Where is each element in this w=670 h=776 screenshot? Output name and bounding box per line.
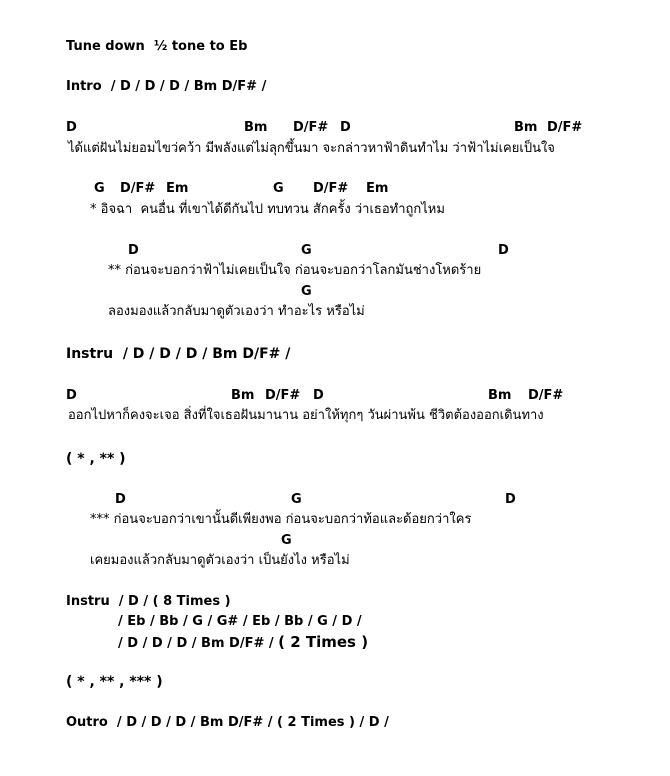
chord: Bm (514, 120, 538, 135)
chord: D/F# (265, 388, 301, 403)
repeat-count: ( 2 Times ) (278, 633, 369, 651)
chord: D (313, 388, 324, 403)
tuning-note: Tune down ½ tone to Eb (66, 39, 248, 54)
chord: Bm (231, 388, 255, 403)
chord: Bm (488, 388, 512, 403)
chord: D (66, 120, 77, 135)
instrumental-line: Instru / D / D / D / Bm D/F# / (66, 346, 291, 362)
instrumental-line: Instru / D / ( 8 Times ) (66, 594, 231, 609)
chord: D (340, 120, 351, 135)
chord: G (281, 533, 292, 548)
chord: D (115, 492, 126, 507)
chord: G (291, 492, 302, 507)
chord: D/F# (120, 181, 156, 196)
chord: Em (166, 181, 189, 196)
chord: G (94, 181, 105, 196)
chord: D (498, 243, 509, 258)
lyric-line: *** ก่อนจะบอกว่าเขานั้นดีเพียงพอ ก่อนจะบอกว่าท้อและด้อยกว่าใคร (90, 512, 472, 527)
chord: D (128, 243, 139, 258)
repeat-marker: ( * , ** ) (66, 451, 126, 467)
lyric-line: ออกไปหาก็คงจะเจอ สิ่งที่ใจเธอฝันมานาน อย่าให้ทุกๆ วันผ่านพ้น ชีวิตต้องออกเดินทาง (68, 408, 544, 423)
outro-line: Outro / D / D / D / Bm D/F# / ( 2 Times ) / D / (66, 715, 389, 730)
chord: D/F# (547, 120, 583, 135)
repeat-marker: ( * , ** , *** ) (66, 674, 163, 690)
lyric-line: ลองมองแล้วกลับมาดูตัวเองว่า ทำอะไร หรือไม่ (108, 304, 365, 319)
instrumental-line: / Eb / Bb / G / G# / Eb / Bb / G / D / (118, 614, 362, 629)
chord: Em (366, 181, 389, 196)
chord: G (301, 284, 312, 299)
chord: D/F# (528, 388, 564, 403)
chord: D (505, 492, 516, 507)
lyric-line: ** ก่อนจะบอกว่าฟ้าไม่เคยเป็นใจ ก่อนจะบอกว่าโลกมันช่างโหดร้าย (108, 263, 482, 278)
lyric-line: ได้แต่ฝันไม่ยอมไขว่คว้า มีพลังแต่ไม่ลุกขึ้นมา จะกล่าวหาฟ้าดินทำไม ว่าฟ้าไม่เคยเป็นใจ (68, 141, 555, 156)
chord: D/F# (313, 181, 349, 196)
chord: D (66, 388, 77, 403)
chord: G (301, 243, 312, 258)
lyric-line: เคยมองแล้วกลับมาดูตัวเองว่า เป็นยังไง หรือไม่ (90, 553, 350, 568)
instrumental-line (118, 634, 368, 650)
chord: D/F# (293, 120, 329, 135)
intro-line: Intro / D / D / D / Bm D/F# / (66, 79, 267, 94)
chord: G (273, 181, 284, 196)
chord: Bm (244, 120, 268, 135)
lyric-line: * อิจฉา คนอื่น ที่เขาได้ดีกันไป ทบทวน สักครั้ง ว่าเธอทำถูกไหม (90, 202, 445, 217)
chord-sequence: / D / D / D / Bm D/F# / (118, 636, 279, 651)
